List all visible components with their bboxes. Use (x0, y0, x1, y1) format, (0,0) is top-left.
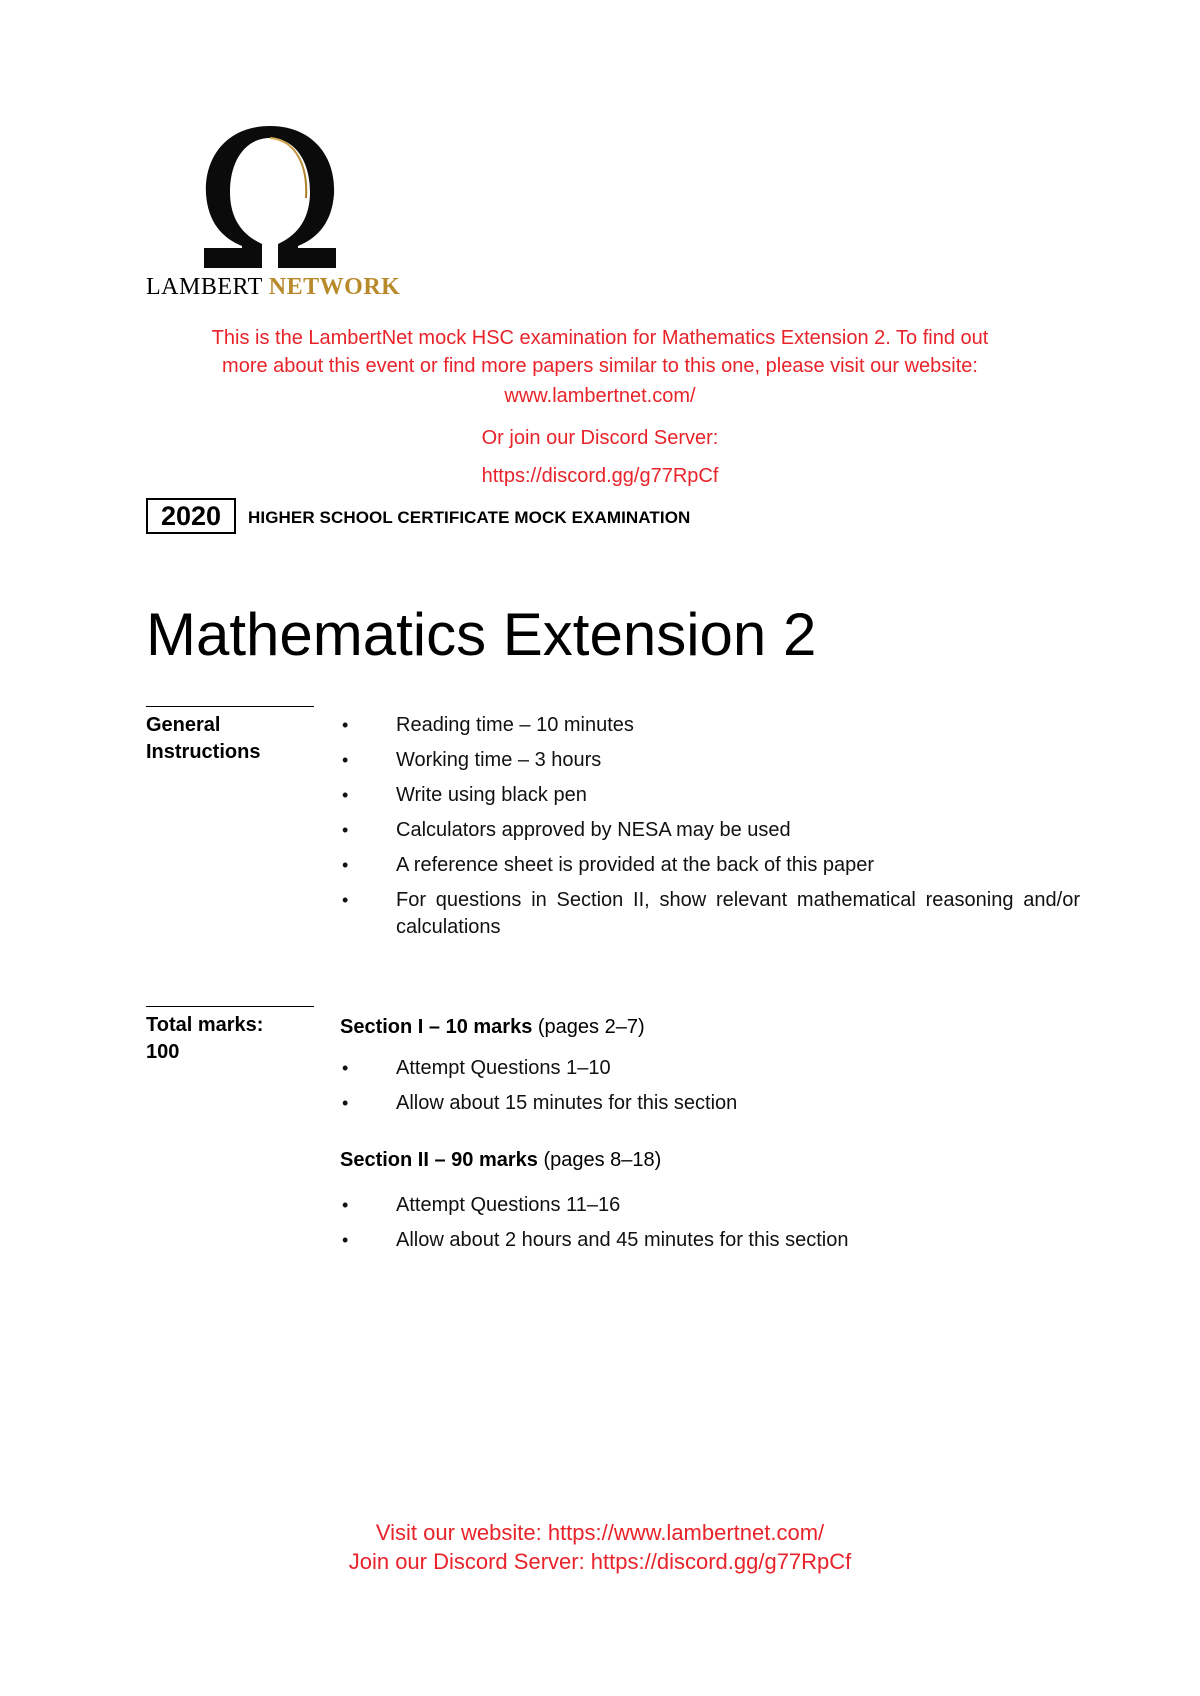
exam-heading: HIGHER SCHOOL CERTIFICATE MOCK EXAMINATION (248, 508, 691, 527)
notice-website-link[interactable]: www.lambertnet.com/ (504, 385, 696, 407)
footer-website-link[interactable]: Visit our website: https://www.lambertnet.com/ (375, 1520, 825, 1545)
general-instructions-list (340, 712, 1080, 949)
section1-heading (340, 1014, 1080, 1041)
list-item (340, 782, 1080, 809)
bullet-icon: • (342, 750, 349, 770)
bullet-icon: • (342, 715, 349, 735)
instruction-text: Calculators approved by NESA may be used (396, 819, 791, 841)
instruction-text: Write using black pen (396, 784, 587, 806)
section2-title: Section II – 90 marks (340, 1149, 538, 1171)
bullet-icon: • (342, 855, 349, 875)
page-title: Mathematics Extension 2 (146, 601, 817, 668)
bullet-icon: • (342, 890, 349, 910)
instruction-text: Reading time – 10 minutes (396, 714, 634, 736)
list-item (340, 1090, 1080, 1117)
section2-pages: (pages 8–18) (543, 1149, 662, 1171)
logo-name-part2: NETWORK (268, 274, 401, 300)
list-item (340, 887, 1080, 941)
divider-general (146, 706, 314, 707)
list-item (340, 1055, 1080, 1082)
logo-name-part1: LAMBERT (146, 274, 263, 300)
logo-wordmark (146, 274, 400, 301)
general-label-line2: Instructions (146, 741, 261, 763)
footer-discord-link[interactable]: Join our Discord Server: https://discord.gg/g77RpCf (348, 1549, 852, 1574)
section1-block (340, 1014, 1080, 1125)
bullet-icon: • (342, 785, 349, 805)
general-instructions-label (146, 712, 326, 766)
section1-item: Allow about 15 minutes for this section (396, 1092, 738, 1114)
list-item (340, 1227, 1080, 1254)
general-label-line1: General (146, 714, 221, 736)
notice-discord-link[interactable]: https://discord.gg/g77RpCf (481, 465, 719, 487)
list-item (340, 712, 1080, 739)
total-marks-label-line1: Total marks: (146, 1014, 264, 1036)
section2-item: Allow about 2 hours and 45 minutes for this section (396, 1229, 849, 1251)
list-item (340, 817, 1080, 844)
divider-total-marks (146, 1006, 314, 1007)
instruction-text: For questions in Section II, show relevant mathematical reasoning and/or calculations (396, 889, 1080, 938)
bullet-icon: • (342, 1093, 349, 1113)
section1-item: Attempt Questions 1–10 (396, 1057, 611, 1079)
list-item (340, 1192, 1080, 1219)
section1-pages: (pages 2–7) (537, 1016, 645, 1038)
list-item (340, 747, 1080, 774)
instruction-text: Working time – 3 hours (396, 749, 602, 771)
section2-item: Attempt Questions 11–16 (396, 1194, 621, 1216)
instruction-text: A reference sheet is provided at the back of this paper (396, 854, 875, 876)
section2-block (340, 1147, 1080, 1262)
bullet-icon: • (342, 1230, 349, 1250)
section1-title: Section I – 10 marks (340, 1016, 533, 1038)
section2-heading (340, 1147, 1080, 1174)
notice-line2: more about this event or find more papers similar to this one, please visit our website: (222, 355, 978, 377)
list-item (340, 852, 1080, 879)
bullet-icon: • (342, 820, 349, 840)
total-marks-value: 100 (146, 1041, 180, 1063)
bullet-icon: • (342, 1195, 349, 1215)
notice-line1: This is the LambertNet mock HSC examination for Mathematics Extension 2. To find out (211, 327, 989, 349)
exam-year-box: 2020 (146, 498, 236, 534)
omega-logo-icon (200, 122, 340, 272)
total-marks-label (146, 1012, 326, 1066)
notice-discord-intro: Or join our Discord Server: (481, 427, 719, 449)
bullet-icon: • (342, 1058, 349, 1078)
